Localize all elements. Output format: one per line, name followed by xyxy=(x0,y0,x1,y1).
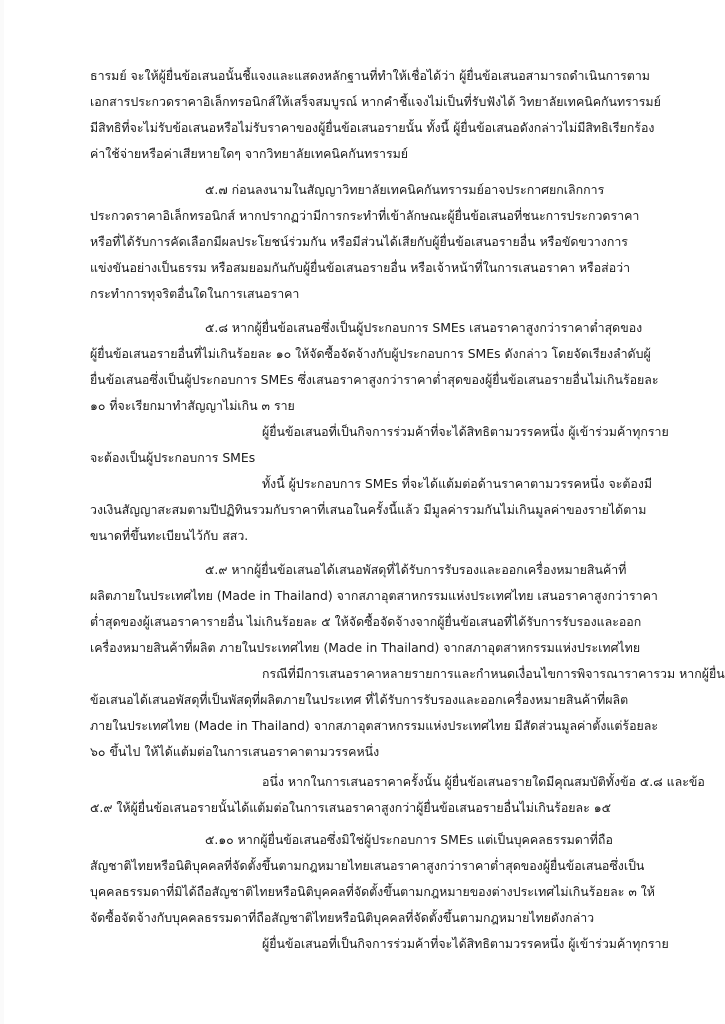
text-line: กระทำการทุจริตอื่นใดในการเสนอราคา xyxy=(90,286,300,301)
text-line: กรณีที่มีการเสนอราคาหลายรายการและกำหนดเงื่อนไขการพิจารณาราคารวม หากผู้ยื่น xyxy=(262,666,725,681)
section-5-10-heading: ๕.๑๐ หากผู้ยื่นข้อเสนอซึ่งมิใช่ผู้ประกอบการ SMEs แต่เป็นบุคคลธรรมดาที่ถือ xyxy=(205,832,613,847)
text-line: ผู้ยื่นข้อเสนอที่เป็นกิจการร่วมค้าที่จะได้สิทธิตามวรรคหนึ่ง ผู้เข้าร่วมค้าทุกราย xyxy=(262,936,669,951)
text-line: ผลิตภายในประเทศไทย (Made in Thailand) จากสภาอุตสาหกรรมแห่งประเทศไทย เสนอราคาสูงกว่าราคา xyxy=(90,588,658,603)
text-line: มีสิทธิที่จะไม่รับข้อเสนอหรือไม่รับราคาของผู้ยื่นข้อเสนอรายนั้น ทั้งนี้ ผู้ยื่นข้อเสนอดังกล่าวไม่มีสิทธิเรียกร้อง xyxy=(90,120,655,135)
text-line: อนึ่ง หากในการเสนอราคาครั้งนั้น ผู้ยื่นข้อเสนอรายใดมีคุณสมบัติทั้งข้อ ๕.๘ และข้อ xyxy=(262,774,705,789)
text-line: แข่งขันอย่างเป็นธรรม หรือสมยอมกันกับผู้ยื่นข้อเสนอรายอื่น หรือเจ้าหน้าที่ในการเสนอราคา หรือส่อว่า xyxy=(90,260,631,275)
section-5-9-heading: ๕.๙ หากผู้ยื่นข้อเสนอได้เสนอพัสดุที่ได้รับการรับรองและออกเครื่องหมายสินค้าที่ xyxy=(205,562,627,577)
text-line: บุคคลธรรมดาที่มิได้ถือสัญชาติไทยหรือนิติบุคคลที่จัดตั้งขึ้นตามกฎหมายของต่างประเทศไม่เกินร้อยละ ๓ ให้ xyxy=(90,884,655,899)
text-line: ข้อเสนอได้เสนอพัสดุที่เป็นพัสดุที่ผลิตภายในประเทศ ที่ได้รับการรับรองและออกเครื่องหมายสินค้าที่ผลิต xyxy=(90,692,629,707)
scan-edge xyxy=(0,0,4,1024)
text-line: ๑๐ ที่จะเรียกมาทำสัญญาไม่เกิน ๓ ราย xyxy=(90,398,295,413)
text-line: ขนาดที่ขึ้นทะเบียนไว้กับ สสว. xyxy=(90,528,249,543)
text-line: ภายในประเทศไทย (Made in Thailand) จากสภาอุตสาหกรรมแห่งประเทศไทย มีสัดส่วนมูลค่าตั้งแต่ร้อยละ xyxy=(90,718,659,733)
section-5-8-heading: ๕.๘ หากผู้ยื่นข้อเสนอซึ่งเป็นผู้ประกอบการ SMEs เสนอราคาสูงกว่าราคาต่ำสุดของ xyxy=(205,320,643,335)
text-line: ทั้งนี้ ผู้ประกอบการ SMEs ที่จะได้แต้มต่อด้านราคาตามวรรคหนึ่ง จะต้องมี xyxy=(262,476,653,491)
text-line: ต่ำสุดของผู้เสนอราคารายอื่น ไม่เกินร้อยละ ๕ ให้จัดซื้อจัดจ้างจากผู้ยื่นข้อเสนอที่ได้รับการรับรองและออก xyxy=(90,614,642,629)
text-line: หรือที่ได้รับการคัดเลือกมีผลประโยชน์ร่วมกัน หรือมีส่วนได้เสียกับผู้ยื่นข้อเสนอรายอื่น หรือขัดขวางการ xyxy=(90,234,628,249)
text-line: เอกสารประกวดราคาอิเล็กทรอนิกส์ให้เสร็จสมบูรณ์ หากคำชี้แจงไม่เป็นที่รับฟังได้ วิทยาลัยเทคนิคกันทรารมย์ xyxy=(90,94,661,109)
text-line: เครื่องหมายสินค้าที่ผลิต ภายในประเทศไทย (Made in Thailand) จากสภาอุตสาหกรรมแห่งประเทศไทย xyxy=(90,640,641,655)
text-line: ค่าใช้จ่ายหรือค่าเสียหายใดๆ จากวิทยาลัยเทคนิคกันทรารมย์ xyxy=(90,146,409,161)
text-line: จะต้องเป็นผู้ประกอบการ SMEs xyxy=(90,450,256,465)
section-5-7-heading: ๕.๗ ก่อนลงนามในสัญญาวิทยาลัยเทคนิคกันทรารมย์อาจประกาศยกเลิกการ xyxy=(205,182,605,197)
text-line: ผู้ยื่นข้อเสนอรายอื่นที่ไม่เกินร้อยละ ๑๐ ให้จัดซื้อจัดจ้างกับผู้ประกอบการ SMEs ดังกล่าว โดยจัดเรียงลำดับผู้ xyxy=(90,346,651,361)
text-line: วงเงินสัญญาสะสมตามปีปฏิทินรวมกับราคาที่เสนอในครั้งนี้แล้ว มีมูลค่ารวมกันไม่เกินมูลค่าของรายได้ตาม xyxy=(90,502,647,517)
text-line: ๕.๙ ให้ผู้ยื่นข้อเสนอรายนั้นได้แต้มต่อในการเสนอราคาสูงกว่าผู้ยื่นข้อเสนอรายอื่นไม่เกินร้อยละ ๑๕ xyxy=(90,800,611,815)
text-line: ประกวดราคาอิเล็กทรอนิกส์ หากปรากฏว่ามีการกระทำที่เข้าลักษณะผู้ยื่นข้อเสนอที่ชนะการประกวดราคา xyxy=(90,208,640,223)
text-line: ยื่นข้อเสนอซึ่งเป็นผู้ประกอบการ SMEs ซึ่งเสนอราคาสูงกว่าราคาต่ำสุดของผู้ยื่นข้อเสนอรายอื่นไม่เกินร้อยละ xyxy=(90,372,659,387)
text-line: ๖๐ ขึ้นไป ให้ได้แต้มต่อในการเสนอราคาตามวรรคหนึ่ง xyxy=(90,744,380,759)
text-line: สัญชาติไทยหรือนิติบุคคลที่จัดตั้งขึ้นตามกฎหมายไทยเสนอราคาสูงกว่าราคาต่ำสุดของผู้ยื่นข้อเสนอซึ่งเป็น xyxy=(90,858,645,873)
text-line: ผู้ยื่นข้อเสนอที่เป็นกิจการร่วมค้าที่จะได้สิทธิตามวรรคหนึ่ง ผู้เข้าร่วมค้าทุกราย xyxy=(262,424,669,439)
text-line: จัดซื้อจัดจ้างกับบุคคลธรรมดาที่ถือสัญชาติไทยหรือนิติบุคคลที่จัดตั้งขึ้นตามกฎหมายไทยดังกล่าว xyxy=(90,910,595,925)
text-line: ธารมย์ จะให้ผู้ยื่นข้อเสนอนั้นชี้แจงและแสดงหลักฐานที่ทำให้เชื่อได้ว่า ผู้ยื่นข้อเสนอสามารถดำเนินการตาม xyxy=(90,68,650,83)
